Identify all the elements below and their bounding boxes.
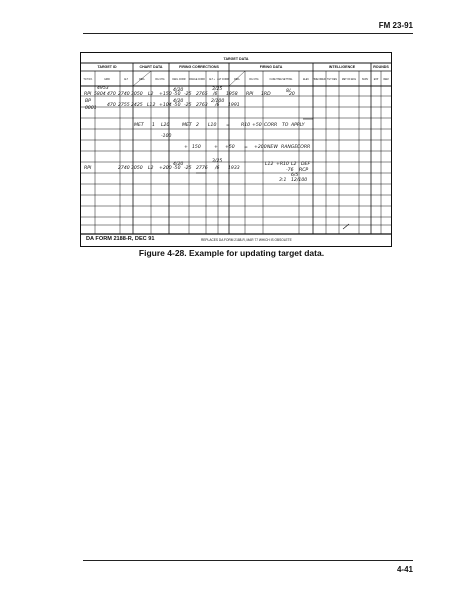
group-chart-data: CHART DATA	[139, 65, 163, 69]
handwritten-entry: -25	[184, 103, 192, 108]
handwritten-entry: +200	[159, 166, 172, 171]
handwritten-entry: L12	[147, 103, 156, 108]
handwritten-entry: 0001	[85, 106, 97, 111]
handwritten-entry: 4/20	[173, 99, 184, 104]
handwritten-entry: -25	[184, 92, 192, 97]
handwritten-entry: -50	[173, 103, 181, 108]
col-alt-corr: ALT CORR	[217, 79, 229, 81]
handwritten-entry: 1RD	[261, 92, 271, 97]
form-replaces-note: REPLACES DA FORM 2188-R, MAR 77 WHICH IS OBSOLETE	[201, 238, 292, 242]
handwritten-entry: 3/25	[212, 87, 223, 92]
handwritten-entry: +	[184, 145, 188, 150]
handwritten-entry: +150	[159, 92, 172, 97]
header-rule	[83, 33, 413, 34]
handwritten-entry: 1933	[228, 166, 240, 171]
col-alt: ALT	[123, 79, 129, 81]
handwritten-entry: 2/100	[211, 99, 225, 104]
group-rounds: ROUNDS	[373, 65, 389, 69]
col-range-corr: RANGE CORR	[189, 79, 205, 81]
handwritten-entry: L10	[208, 123, 217, 128]
handwritten-entry: CORR	[264, 123, 278, 128]
page-header: FM 23-91	[378, 21, 413, 30]
page-number: 4-41	[396, 565, 413, 574]
handwritten-entry: 2740	[118, 92, 130, 97]
col-surv: SURV	[361, 79, 369, 81]
handwritten-entry: 4/20	[173, 88, 184, 93]
col-fd-rg-chg: RG CHG	[249, 79, 259, 81]
col-fd-defl: DEFL	[234, 79, 240, 81]
handwritten-entry: RPI	[84, 166, 92, 171]
handwritten-entry: RPI	[246, 92, 254, 97]
handwritten-entry: R10	[241, 123, 251, 128]
handwritten-entry: TO	[282, 123, 289, 128]
form-title: TARGET DATA	[223, 57, 249, 61]
handwritten-entry: CORR	[297, 145, 311, 150]
figure-caption: Figure 4-28. Example for updating target data.	[138, 248, 325, 258]
col-rg-chg: RG CHG	[155, 79, 165, 81]
handwritten-entry: L2	[148, 92, 154, 97]
handwritten-entry: L20	[161, 123, 170, 128]
col-fuze-time: FUZE TIME SETTING	[269, 79, 293, 81]
handwritten-entry: NEW	[267, 145, 278, 150]
col-met-of-eng: MET OF ENG	[341, 79, 357, 81]
col-grid: GRID	[104, 79, 110, 81]
handwritten-entry: -25	[184, 166, 192, 171]
target-data-form	[80, 52, 392, 247]
handwritten-entry: 3/25	[212, 159, 223, 164]
handwritten-entry: +	[214, 145, 218, 150]
handwritten-entry: +200	[254, 145, 267, 150]
handwritten-entry: RCP	[299, 168, 309, 173]
handwritten-entry: -76	[286, 168, 294, 173]
col-elev: ELEV	[303, 79, 309, 81]
col-exp: EXP	[373, 79, 379, 81]
col-time-fired: TIME FIRED	[312, 79, 326, 81]
handwritten-entry: RPI	[84, 92, 92, 97]
handwritten-entry: -100	[161, 134, 172, 139]
handwritten-entry: APPLY	[291, 123, 305, 128]
handwritten-entry: 1958	[226, 92, 238, 97]
handwritten-entry: 470	[107, 103, 116, 108]
handwritten-entry: L12	[265, 162, 274, 167]
handwritten-entry: 2763	[196, 103, 208, 108]
form-grid	[81, 53, 391, 243]
handwritten-entry: -50	[173, 92, 181, 97]
handwritten-entry: 6/5	[291, 173, 299, 178]
handwritten-entry: 470	[107, 92, 116, 97]
handwritten-entry: 2755	[118, 103, 130, 108]
group-intelligence: INTELLIGENCE	[328, 65, 356, 69]
handwritten-entry: RANGE	[281, 145, 298, 150]
handwritten-entry: 3050	[131, 92, 143, 97]
handwritten-entry: =	[244, 145, 248, 150]
handwritten-entry: 2740	[118, 166, 130, 171]
handwritten-entry: 4/20	[173, 162, 184, 167]
handwritten-entry: 4953	[97, 86, 109, 91]
handwritten-entry: DEF	[301, 162, 311, 167]
handwritten-entry: 3:1	[279, 178, 287, 183]
handwritten-entry: +104	[159, 103, 172, 108]
handwritten-entry: /6	[215, 166, 220, 171]
handwritten-entry: 2	[196, 123, 199, 128]
col-defl-corr: DEFL CORR	[172, 79, 186, 81]
handwritten-entry: BP	[85, 99, 91, 104]
handwritten-entry: 1991	[228, 103, 240, 108]
handwritten-entry: =	[226, 123, 230, 128]
handwritten-entry: /6	[215, 103, 220, 108]
group-target-id: TARGET ID	[97, 65, 117, 69]
handwritten-entry: 1	[152, 123, 155, 128]
handwritten-entry: 3050	[131, 166, 143, 171]
handwritten-entry: 5804	[94, 92, 106, 97]
col-tgt-des: TGT DES	[327, 79, 337, 81]
handwritten-entry: /6	[213, 92, 218, 97]
handwritten-entry: 20	[289, 92, 295, 97]
handwritten-entry: -50	[173, 166, 181, 171]
handwritten-entry: L2	[148, 166, 154, 171]
handwritten-entry: MET	[134, 123, 144, 128]
handwritten-entry: 8/	[286, 89, 291, 94]
form-id: DA FORM 2188-R, DEC 91	[86, 236, 155, 242]
col-rem: REM	[383, 79, 389, 81]
handwritten-entry: 2765	[196, 92, 208, 97]
handwritten-entry: 2776	[196, 166, 208, 171]
handwritten-entry: L2	[291, 162, 297, 167]
group-firing-corrections: FIRING CORRECTIONS	[179, 65, 219, 69]
handwritten-entry: +R10	[276, 162, 289, 167]
handwritten-entry: 12/100	[291, 178, 308, 183]
col-tgt-no: TGT NO.	[83, 79, 93, 81]
group-firing-data: FIRING DATA	[259, 65, 283, 69]
handwritten-entry: 2425	[131, 103, 143, 108]
col-defl: DEFL	[139, 79, 145, 81]
footer-rule	[83, 560, 413, 561]
handwritten-entry: MET	[182, 123, 192, 128]
handwritten-entry: +50	[252, 123, 262, 128]
col-alt-plus: ALT +	[209, 79, 215, 81]
handwritten-entry: 150	[192, 145, 201, 150]
handwritten-entry: +50	[225, 145, 235, 150]
